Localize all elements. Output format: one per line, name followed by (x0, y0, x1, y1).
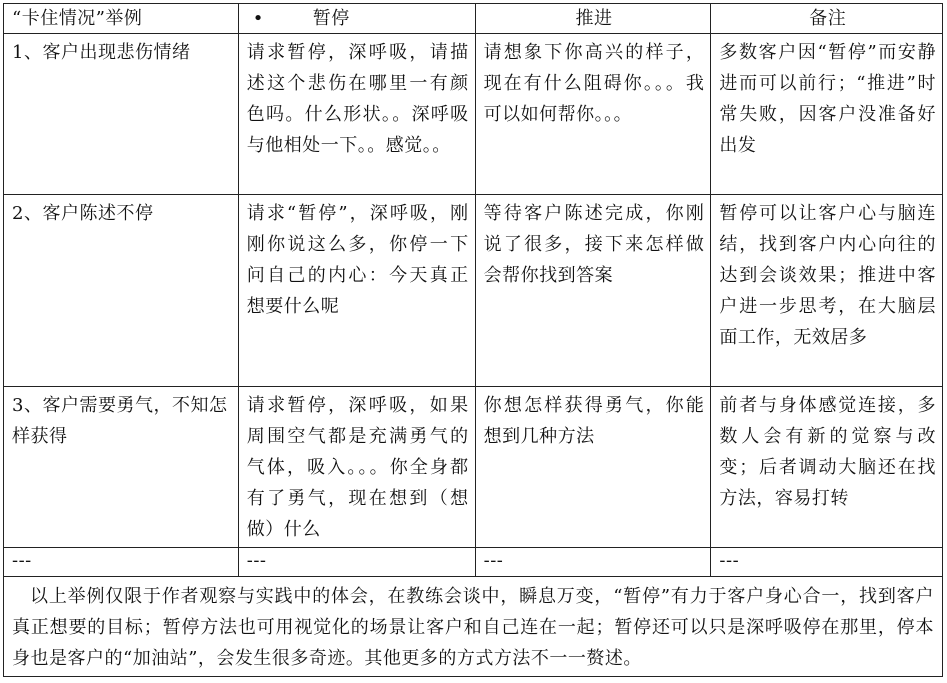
footnote-row (4, 577, 943, 677)
cell-advance: 请想象下你高兴的样子，现在有什么阻碍你。。。我可以如何帮你。。。 (475, 34, 711, 195)
table-row (4, 387, 943, 548)
table-row-placeholder (4, 548, 943, 577)
cell-scenario: 2、客户陈述不停 (4, 195, 239, 387)
header-notes: 备注 (711, 4, 943, 34)
header-pause-label: 暂停 (312, 8, 350, 29)
header-pause (238, 4, 475, 34)
cell-advance: --- (475, 548, 711, 577)
cell-advance: 你想怎样获得勇气，你能想到几种方法 (475, 387, 711, 548)
stuck-situations-table (3, 3, 943, 677)
cell-advance: 等待客户陈述完成，你刚说了很多，接下来怎样做会帮你找到答案 (475, 195, 711, 387)
cell-notes: 多数客户因“暂停”而安静进而可以前行；“推进”时常失败，因客户没准备好出发 (711, 34, 943, 195)
table-row (4, 195, 943, 387)
cell-scenario: --- (4, 548, 239, 577)
cell-notes: 前者与身体感觉连接，多数人会有新的觉察与改变；后者调动大脑还在找方法，容易打转 (711, 387, 943, 548)
cell-scenario: 3、客户需要勇气，不知怎样获得 (4, 387, 239, 548)
cell-pause: 请求暂停，深呼吸，如果周围空气都是充满勇气的气体，吸入。。。你全身都有了勇气，现在想到（想做）什么 (238, 387, 475, 548)
document-page (3, 3, 943, 677)
table-header-row (4, 4, 943, 34)
bullet-glyph: • (252, 8, 264, 29)
header-advance: 推进 (475, 4, 711, 34)
cell-pause: --- (238, 548, 475, 577)
table-footnote: 以上举例仅限于作者观察与实践中的体会，在教练会谈中，瞬息万变，“暂停”有力于客户身心合一，找到客户真正想要的目标；暂停方法也可用视觉化的场景让客户和自己连在一起；暂停还可以只是深呼吸停在那里，停本身也是客户的“加油站”，会发生很多奇迹。其他更多的方式方法不一一赘述。 (4, 577, 943, 677)
header-scenario: “卡住情况”举例 (4, 4, 239, 34)
cell-pause: 请求暂停，深呼吸，请描述这个悲伤在哪里一有颜色吗。什么形状。。深呼吸与他相处一下。。感觉。。 (238, 34, 475, 195)
cell-notes: --- (711, 548, 943, 577)
cell-pause: 请求“暂停”，深呼吸，刚刚你说这么多，你停一下问自己的内心：今天真正想要什么呢 (238, 195, 475, 387)
table-row (4, 34, 943, 195)
cell-notes: 暂停可以让客户心与脑连结，找到客户内心向往的达到会谈效果；推进中客户进一步思考，在大脑层面工作，无效居多 (711, 195, 943, 387)
cell-scenario: 1、客户出现悲伤情绪 (4, 34, 239, 195)
